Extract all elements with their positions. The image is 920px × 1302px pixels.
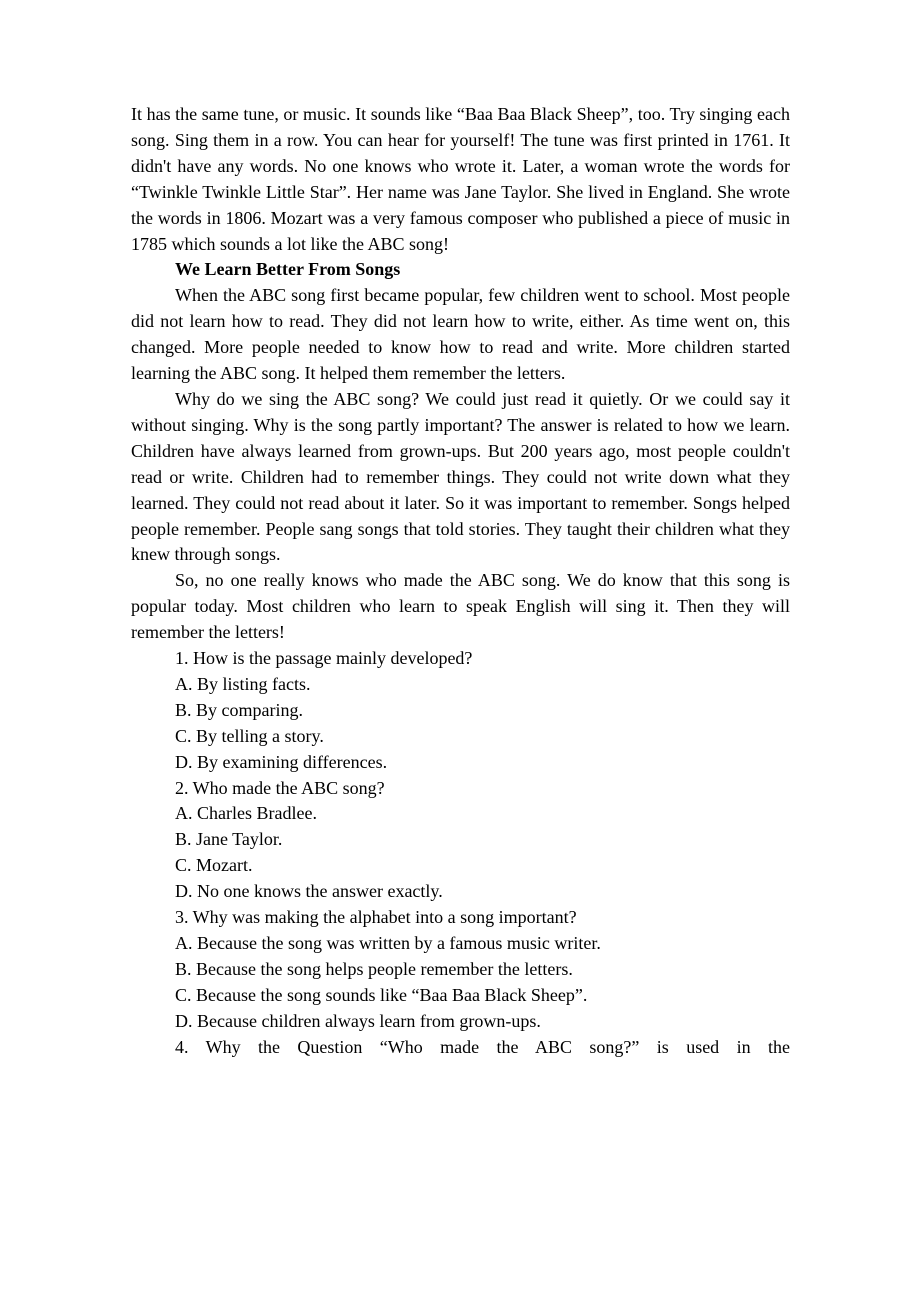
question-2-option-b: B. Jane Taylor.: [175, 829, 283, 850]
paragraph-why-sing: Why do we sing the ABC song? We could just read it quietly. Or we could say it without singing. Why is the song partly important? The answer is related to how we learn. Children have always learned from grown-ups. But 200 years ago, most people couldn't read or write. Children had to remember things. They could not write down what they learned. They could not read about it later. So it was important to remember. Songs helped people remember. People sang songs that told stories. They taught their children what they knew through songs.: [131, 388, 790, 565]
question-3-option-c: C. Because the song sounds like “Baa Baa Black Sheep”.: [175, 984, 588, 1005]
question-2-option-c: C. Mozart.: [175, 855, 253, 876]
question-3-option-b: B. Because the song helps people remember the letters.: [175, 958, 573, 979]
question-3-option-a: A. Because the song was written by a famous music writer.: [175, 933, 601, 953]
question-2-option-d: D. No one knows the answer exactly.: [175, 881, 443, 902]
question-1-prompt: 1. How is the passage mainly developed?: [175, 648, 473, 669]
questions-section: [131, 646, 790, 1061]
section-heading: We Learn Better From Songs: [175, 259, 401, 280]
question-1-option-b: B. By comparing.: [175, 699, 303, 720]
question-2-prompt: 2. Who made the ABC song?: [175, 777, 385, 798]
paragraph-learning: When the ABC song first became popular, few children went to school. Most people did not learn how to read. They did not learn how to write, either. As time went on, this changed. More people needed to know how to read and write. More children started learning the ABC song. It helped them remember the letters.: [131, 285, 790, 384]
paragraph-tune-history: It has the same tune, or music. It sounds like “Baa Baa Black Sheep”, too. Try singing each song. Sing them in a row. You can hear for yourself! The tune was first printed in 1761. It didn't have any words. No one knows who wrote it. Later, a woman wrote the words for “Twinkle Twinkle Little Star”. Her name was Jane Taylor. She lived in England. She wrote the words in 1806. Mozart was a very famous composer who published a piece of music in 1785 which sounds a lot like the ABC song!: [131, 104, 790, 254]
question-1-option-d: D. By examining differences.: [175, 751, 388, 772]
passage-text-block: [131, 102, 790, 1061]
question-1-option-a: A. By listing facts.: [175, 673, 311, 694]
question-1-option-c: C. By telling a story.: [175, 725, 324, 746]
question-3-option-d: D. Because children always learn from grown-ups.: [175, 1010, 541, 1031]
paragraph-conclusion: So, no one really knows who made the ABC song. We do know that this song is popular today. Most children who learn to speak English will sing it. Then they will remember the letters!: [131, 570, 790, 643]
question-2-option-a: A. Charles Bradlee.: [175, 803, 317, 824]
question-4-prompt: 4. Why the Question “Who made the ABC song?” is used in the: [175, 1036, 790, 1057]
question-3-prompt: 3. Why was making the alphabet into a song important?: [175, 907, 577, 928]
